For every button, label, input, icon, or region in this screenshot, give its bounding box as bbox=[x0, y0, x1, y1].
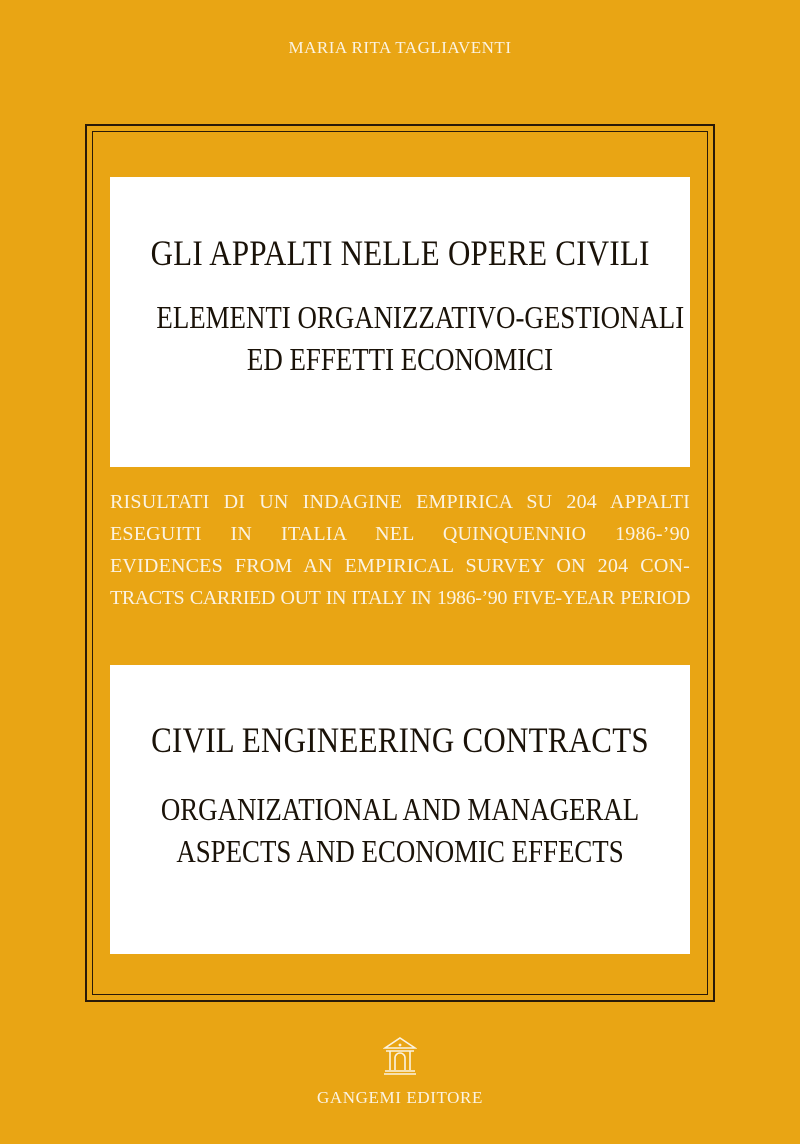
english-title-panel bbox=[110, 665, 690, 954]
italian-title-panel bbox=[110, 177, 690, 467]
survey-line: EVIDENCES FROM AN EMPIRICAL SURVEY ON 204 CON- bbox=[110, 555, 690, 577]
survey-line: TRACTS CARRIED OUT IN ITALY IN 1986-’90 FIVE-YEAR PERIOD bbox=[110, 587, 690, 609]
italian-subtitle-line: ED EFFETTI ECONOMICI bbox=[246, 341, 554, 377]
italian-subtitle bbox=[110, 296, 690, 380]
english-subtitle-line: ASPECTS AND ECONOMIC EFFECTS bbox=[176, 833, 624, 869]
survey-description bbox=[110, 486, 690, 614]
publisher-name: GANGEMI EDITORE bbox=[317, 1088, 483, 1107]
italian-subtitle-line: ELEMENTI ORGANIZZATIVO-GESTIONALI bbox=[156, 299, 685, 335]
survey-line: RISULTATI DI UN INDAGINE EMPIRICA SU 204 APPALTI bbox=[110, 491, 690, 513]
english-subtitle-line: ORGANIZATIONAL AND MANAGERAL bbox=[160, 791, 640, 827]
italian-title: GLI APPALTI NELLE OPERE CIVILI bbox=[150, 233, 650, 273]
english-subtitle bbox=[110, 788, 690, 872]
survey-line: ESEGUITI IN ITALIA NEL QUINQUENNIO 1986-’90 bbox=[110, 523, 690, 545]
author-name: MARIA RITA TAGLIAVENTI bbox=[288, 38, 512, 57]
english-title: CIVIL ENGINEERING CONTRACTS bbox=[151, 720, 649, 760]
classical-temple-icon bbox=[383, 1036, 417, 1076]
